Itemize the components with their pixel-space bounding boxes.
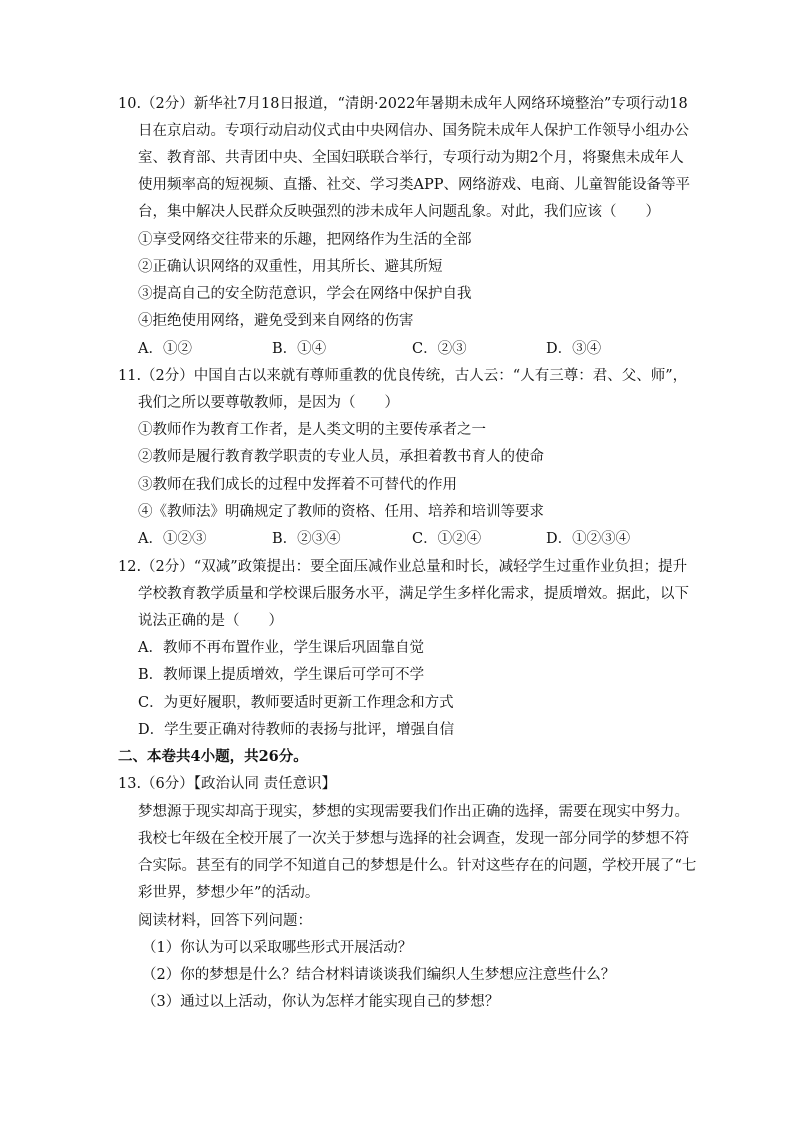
q11-item-3: ③教师在我们成长的过程中发挥着不可替代的作用: [138, 477, 457, 493]
q11-item-1: ①教师作为教育工作者，是人类文明的主要传承者之一: [138, 422, 486, 438]
q13-material-line-3: 合实际。甚至有的同学不知道自己的梦想是什么。针对这些存在的问题，学校开展了“七: [138, 858, 697, 874]
q10-option-a[interactable]: A．①②: [138, 341, 192, 357]
q13-subquestion-1: （1）你认为可以采取哪些形式开展活动？: [142, 940, 413, 956]
q11-stem-line-2: 我们之所以要尊敬教师，是因为（ ）: [138, 395, 399, 411]
q10-item-2: ②正确认识网络的双重性，用其所长、避其所短: [138, 259, 443, 275]
q10-option-d[interactable]: D．③④: [546, 341, 602, 357]
q11-option-c[interactable]: C．①②④: [412, 531, 482, 547]
q10-item-1: ①享受网络交往带来的乐趣，把网络作为生活的全部: [138, 232, 472, 248]
q10-item-3: ③提高自己的安全防范意识，学会在网络中保护自我: [138, 286, 472, 302]
q12-option-a[interactable]: A．教师不再布置作业，学生课后巩固靠自觉: [138, 640, 424, 656]
q13-material-line-2: 我校七年级在全校开展了一次关于梦想与选择的社会调查，发现一部分同学的梦想不符: [138, 831, 689, 847]
q12-stem-line-3: 说法正确的是（ ）: [138, 613, 283, 629]
q12-stem-line-2: 学校教育教学质量和学校课后服务水平，满足学生多样化需求，提质增效。据此，以下: [138, 586, 689, 602]
q13-header: 13.（6分）【政治认同 责任意识】: [118, 776, 337, 792]
q11-stem-line-1: 11.（2分）中国自古以来就有尊师重教的优良传统，古人云：“人有三尊：君、父、师”，: [118, 368, 688, 384]
q10-stem-line-5: 台，集中解决人民群众反映强烈的涉未成年人问题乱象。对此，我们应该（ ）: [138, 204, 660, 220]
q12-option-d[interactable]: D．学生要正确对待教师的表扬与批评，增强自信: [138, 722, 455, 738]
q13-instruction: 阅读材料，回答下列问题：: [138, 913, 312, 929]
q13-subquestion-2: （2）你的梦想是什么？结合材料请谈谈我们编织人生梦想应注意些什么？: [142, 967, 616, 983]
q10-stem-line-2: 日在京启动。专项行动启动仪式由中央网信办、国务院未成年人保护工作领导小组办公: [138, 123, 689, 139]
q11-option-a[interactable]: A．①②③: [138, 531, 207, 547]
q12-option-b[interactable]: B．教师课上提质增效，学生课后可学可不学: [138, 667, 425, 683]
q11-option-d[interactable]: D．①②③④: [546, 531, 631, 547]
q11-item-4: ④《教师法》明确规定了教师的资格、任用、培养和培训等要求: [138, 504, 544, 520]
section-heading: 二、本卷共4小题，共26分。: [118, 748, 308, 765]
q13-subquestion-3: （3）通过以上活动，你认为怎样才能实现自己的梦想？: [142, 994, 500, 1010]
q10-stem-line-1: 10.（2分）新华社7月18日报道，“清朗·2022年暑期未成年人网络环境整治”专项行动18: [118, 96, 688, 112]
q12-option-c[interactable]: C．为更好履职，教师要适时更新工作理念和方式: [138, 695, 454, 711]
q12-stem-line-1: 12.（2分）“双减”政策提出：要全面压减作业总量和时长，减轻学生过重作业负担；提升: [118, 559, 688, 575]
q10-stem-line-4: 使用频率高的短视频、直播、社交、学习类APP、网络游戏、电商、儿童智能设备等平: [138, 177, 690, 193]
q11-item-2: ②教师是履行教育教学职责的专业人员，承担着教书育人的使命: [138, 449, 544, 465]
q13-material-line-1: 梦想源于现实却高于现实，梦想的实现需要我们作出正确的选择，需要在现实中努力。: [138, 804, 689, 820]
q10-item-4: ④拒绝使用网络，避免受到来自网络的伤害: [138, 313, 414, 329]
q10-stem-line-3: 室、教育部、共青团中央、全国妇联联合举行，专项行动为期2个月，将聚焦未成年人: [138, 150, 684, 166]
q13-material-line-4: 彩世界，梦想少年”的活动。: [138, 885, 320, 901]
q10-option-b[interactable]: B．①④: [272, 341, 327, 357]
q10-option-c[interactable]: C．②③: [412, 341, 467, 357]
q11-option-b[interactable]: B．②③④: [272, 531, 341, 547]
